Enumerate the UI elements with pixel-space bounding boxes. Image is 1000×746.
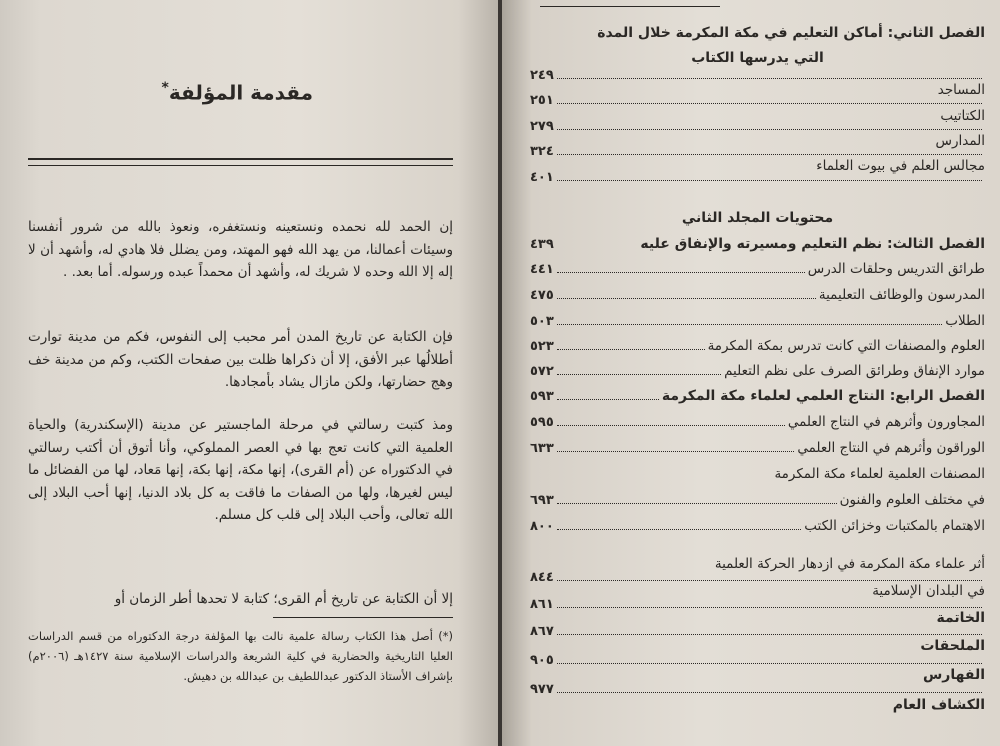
- page-number: ٢٤٩: [530, 68, 554, 83]
- toc-row: [530, 466, 985, 482]
- toc-label: في مختلف العلوم والفنون: [839, 492, 985, 508]
- toc-label: الفهارس: [922, 667, 985, 683]
- page-number: ٩٠٥: [530, 653, 554, 668]
- toc-row: [530, 682, 985, 697]
- chapter-2-heading: الفصل الثاني: أماكن التعليم في مكة المكرمة خلال المدة: [597, 25, 985, 41]
- paragraph-1: إن الحمد لله نحمده ونستعينه ونستغفره، ونعوذ بالله من شرور أنفسنا وسيئات أعمالنا، من يهد الله فهو المهتد، ومن يضلل فلا هادي له، وأشهد أن لا إله إلا الله وحده لا شريك له، وأشهد أن محمداً عبده ورسوله. أما بعد. .: [28, 219, 453, 280]
- toc-row: [530, 119, 985, 134]
- toc-label: المصنفات العلمية لعلماء مكة المكرمة: [774, 466, 985, 482]
- page-number: ٤٤١: [530, 262, 554, 277]
- toc-row: [530, 313, 985, 329]
- toc-row: [530, 144, 985, 159]
- toc-row: [530, 170, 985, 185]
- toc-row: [530, 638, 985, 654]
- toc-row: [530, 697, 985, 713]
- toc-label: العلوم والمصنفات التي كانت تدرس بمكة المكرمة: [707, 338, 985, 354]
- page-number: ٥٧٢: [530, 364, 554, 379]
- toc-row: [530, 287, 985, 303]
- footnote: (*) أصل هذا الكتاب رسالة علمية نالت بها المؤلفة درجة الدكتوراه من قسم الدراسات العليا التاريخية والحضارية في كلية الشريعة والدراسات الإسلامية سنة ١٤٢٧هـ (٢٠٠٦م) بإشراف الأستاذ الدكتور عبداللطيف بن عبدالله بن دهيش.: [28, 629, 454, 683]
- page-number: ٨٦١: [530, 597, 554, 612]
- right-page: [502, 0, 1000, 746]
- toc-label: المجاورون وأثرهم في النتاج العلمي: [787, 414, 985, 430]
- chapter-4-heading: الفصل الرابع: النتاج العلمي لعلماء مكة المكرمة: [661, 388, 985, 404]
- toc-label: مجالس العلم في بيوت العلماء: [816, 158, 985, 174]
- page-number: ٥٩٣: [530, 389, 554, 404]
- toc-label: الوراقون وأثرهم في النتاج العلمي: [797, 440, 985, 456]
- toc-label: المدرسون والوظائف التعليمية: [818, 287, 985, 303]
- chapter-4-heading-row: [530, 388, 985, 404]
- toc-row: [530, 68, 985, 83]
- paragraph-2: فإن الكتابة عن تاريخ المدن أمر محبب إلى النفوس، فكم من مدينة توارت أطلالُها عبر الأفق، إلا أن ذكراها ظلت بين صفحات الكتب، وكم من مدينة خف وهج حضارتها، ولكن مازال يشاد بأمجادها.: [28, 329, 453, 390]
- toc-label: الكتاتيب: [940, 108, 985, 124]
- toc-label: الكشاف العام: [892, 697, 985, 713]
- toc-label: في البلدان الإسلامية: [872, 583, 985, 599]
- toc-label: الملحقات: [920, 638, 985, 654]
- left-page: [0, 0, 498, 746]
- page-number: ٦٣٣: [530, 441, 554, 456]
- top-rule: [540, 6, 720, 7]
- toc-row: [530, 338, 985, 354]
- toc-label: المساجد: [937, 82, 985, 98]
- toc-row: [530, 653, 985, 668]
- page-number: ٥٠٣: [530, 314, 554, 329]
- toc-row: [530, 518, 985, 534]
- footnote-marker: *: [161, 80, 169, 96]
- chapter-2-heading-line2: التي يدرسها الكتاب: [691, 50, 824, 66]
- title-rule-thin: [28, 165, 453, 166]
- page-number: ٥٢٣: [530, 339, 554, 354]
- page-number: ٤٧٥: [530, 288, 554, 303]
- chapter-3-heading-row: [530, 236, 985, 252]
- page-number: ٨٤٤: [530, 570, 554, 585]
- toc-row: [530, 667, 985, 683]
- toc-row: [530, 492, 985, 508]
- introduction-title-text: مقدمة المؤلفة: [168, 80, 313, 105]
- paragraph-3: ومذ كتبت رسالتي في مرحلة الماجستير عن مدينة (الإسكندرية) والحياة العلمية التي كانت تعج بها في العصر المملوكي، وأنا أتوق أن أكتب رسالتي في الدكتوراه عن (أم القرى)، إنها مكة، إنها بكة، إنها مَعاد، لها من الفضائل ما ليس لغيرها، ولها من الصفات ما فاقت به كل بلاد الدنيا، إنها أحب البلاد إلى الله تعالى، وأحب البلاد إلى قلب كل مسلم.: [28, 417, 453, 523]
- page-number: ٨٦٧: [530, 624, 554, 639]
- toc-label: الاهتمام بالمكتبات وخزائن الكتب: [804, 518, 985, 534]
- toc-row: [530, 261, 985, 277]
- toc-row: [530, 363, 985, 379]
- page-number: ٤٠١: [530, 170, 554, 185]
- page-number: ٢٧٩: [530, 119, 554, 134]
- page-number: ٥٩٥: [530, 415, 554, 430]
- paragraph-4: إلا أن الكتابة عن تاريخ أم القرى؛ كتابة لا تحدها أطر الزمان أو: [114, 591, 453, 607]
- page-number: ٣٢٤: [530, 144, 554, 159]
- page-number: ٩٧٧: [530, 682, 554, 697]
- toc-row: [530, 414, 985, 430]
- page-number: ٨٠٠: [530, 519, 554, 534]
- page-number: ٤٣٩: [530, 237, 554, 252]
- toc-label: الخاتمة: [936, 610, 985, 626]
- volume-2-title: محتويات المجلد الثاني: [681, 210, 834, 226]
- page-number: ٢٥١: [530, 93, 554, 108]
- toc-row: [530, 93, 985, 108]
- toc-label: المدارس: [935, 133, 985, 149]
- introduction-title: [162, 80, 313, 105]
- page-number: ٦٩٣: [530, 493, 554, 508]
- chapter-3-heading: الفصل الثالث: نظم التعليم ومسيرته والإنفاق عليه: [640, 236, 985, 252]
- toc-row: [530, 440, 985, 456]
- toc-label: أثر علماء مكة المكرمة في ازدهار الحركة العلمية: [714, 556, 985, 572]
- toc-label: طرائق التدريس وحلقات الدرس: [807, 261, 985, 277]
- footnote-rule: [273, 617, 453, 618]
- toc-label: موارد الإنفاق وطرائق الصرف على نظم التعليم: [724, 363, 985, 379]
- toc-label: الطلاب: [945, 313, 985, 329]
- toc-row: [530, 624, 985, 639]
- title-rule: [28, 158, 453, 160]
